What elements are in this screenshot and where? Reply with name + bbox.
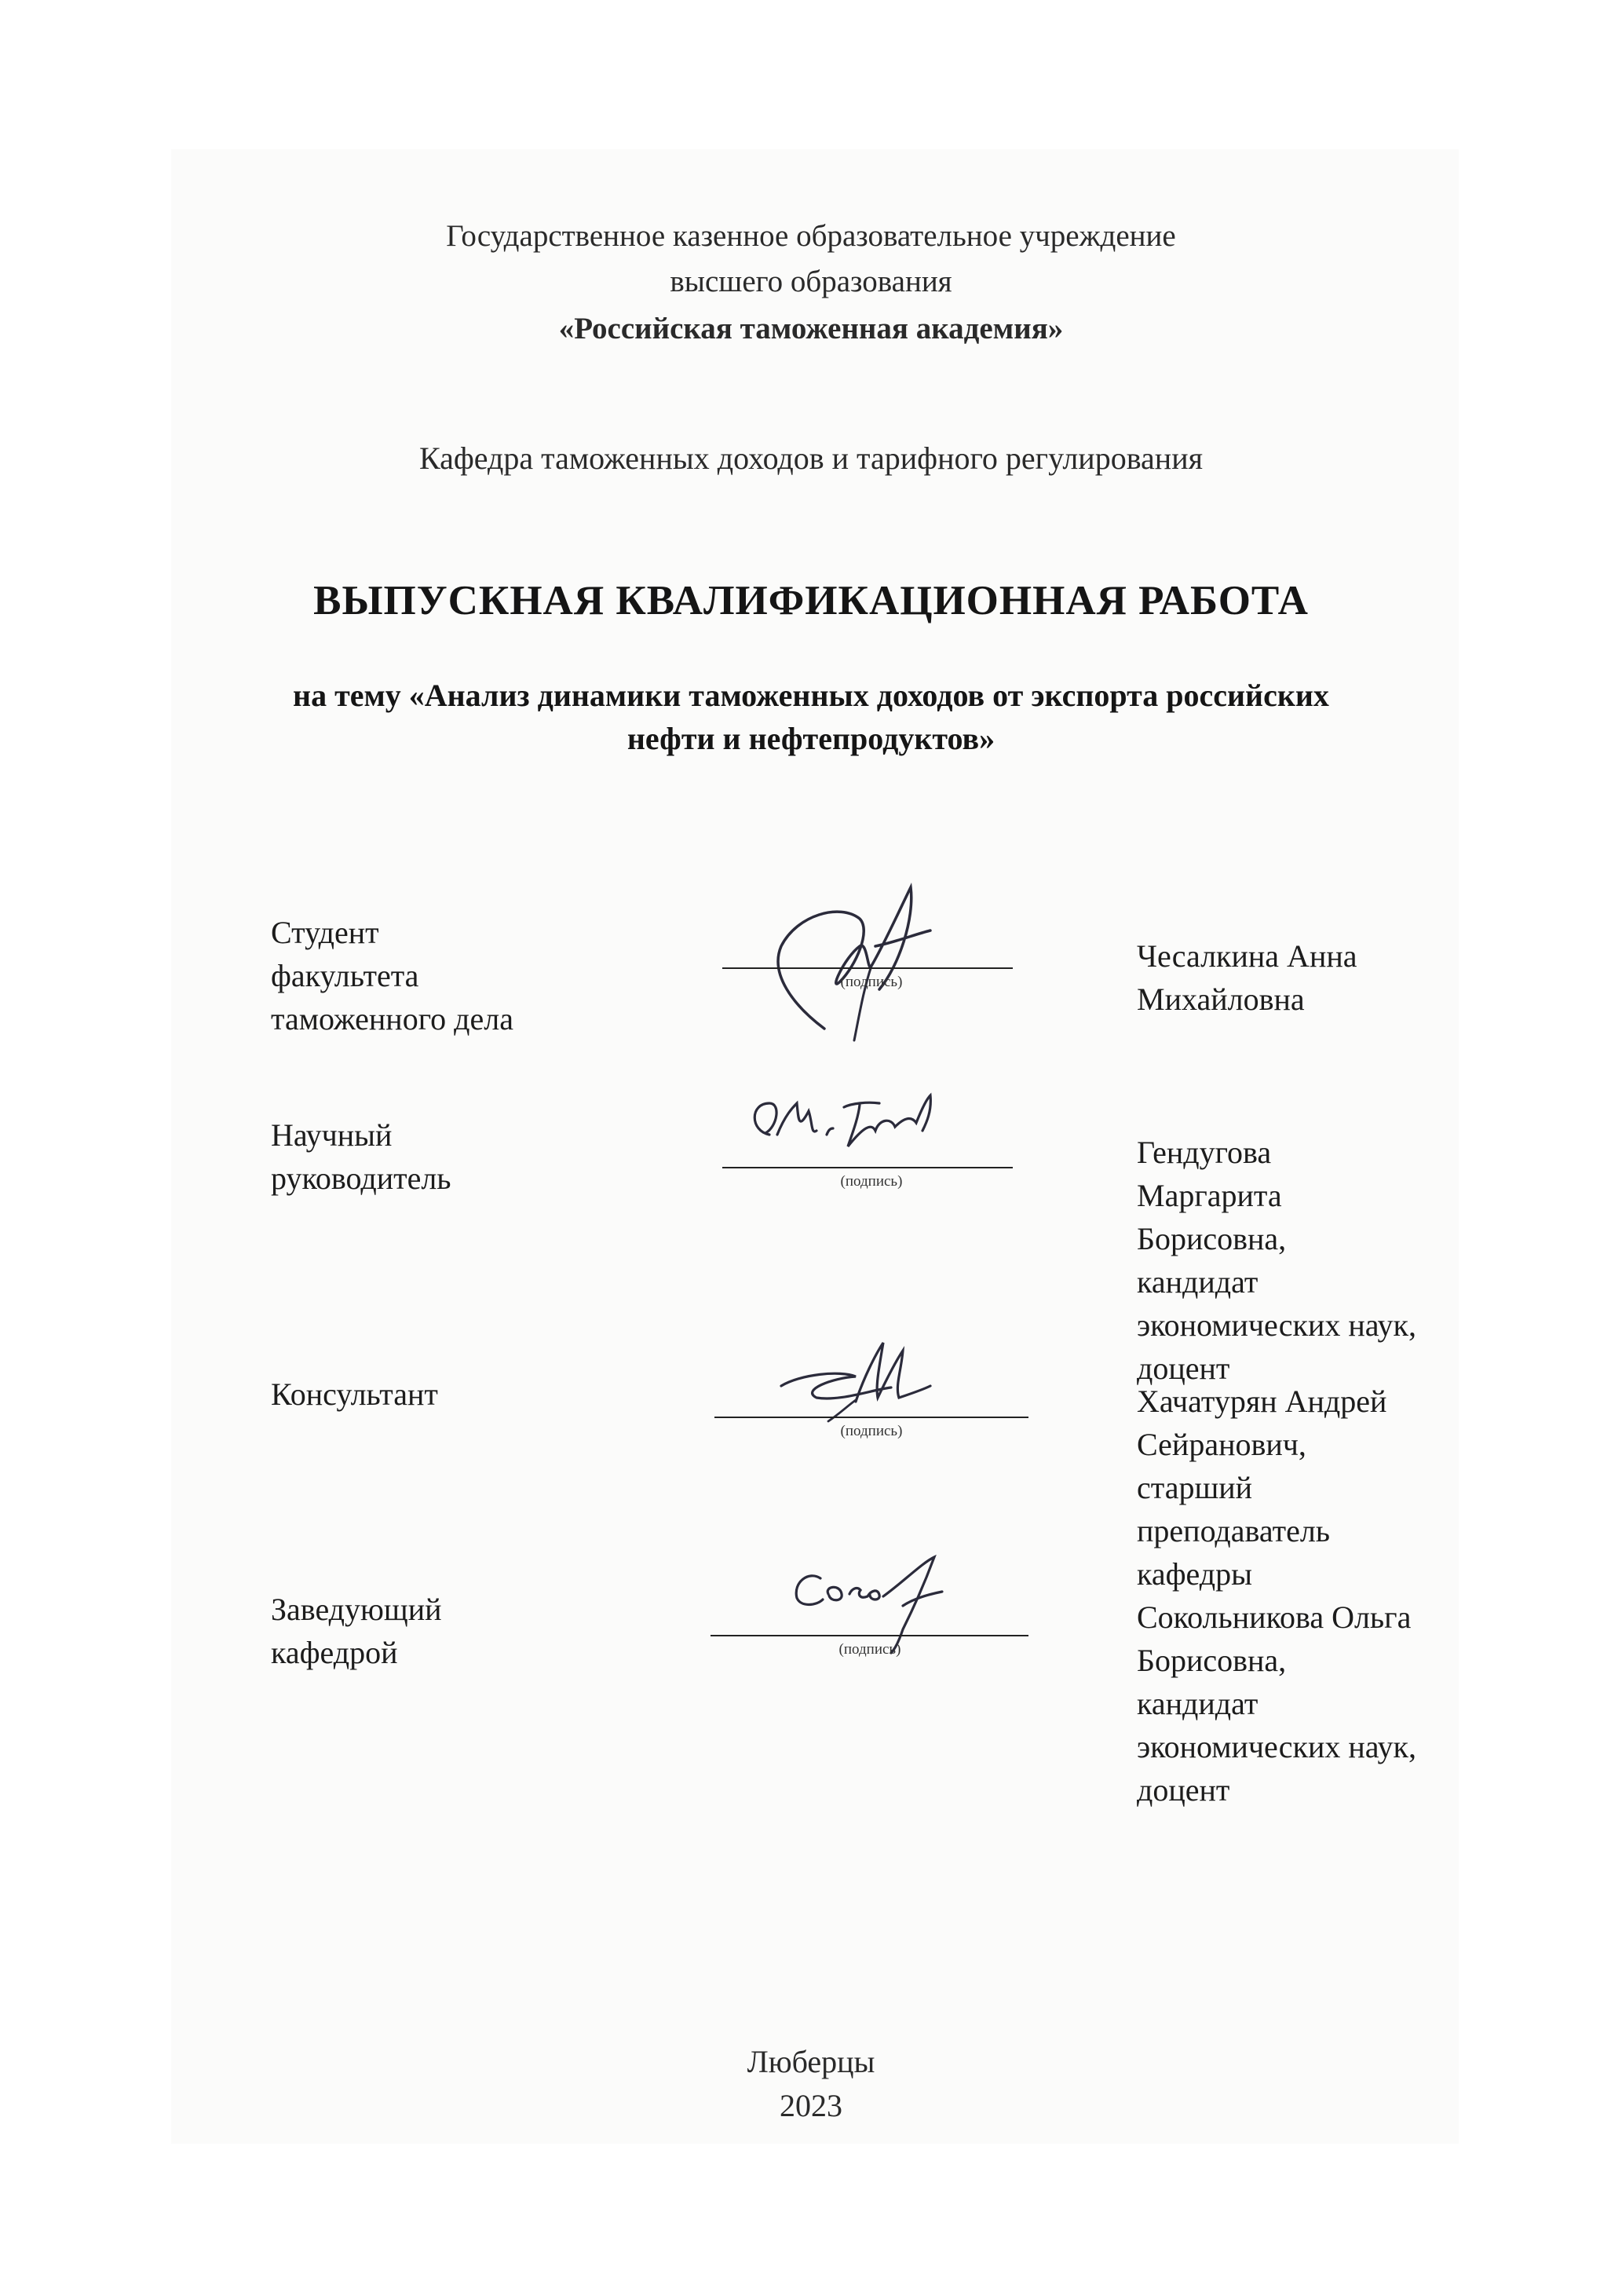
person-line: Чесалкина Анна xyxy=(1137,938,1357,974)
person-line: Борисовна, xyxy=(1137,1221,1287,1256)
role-supervisor xyxy=(271,1113,451,1200)
person-line: преподаватель xyxy=(1137,1513,1331,1548)
person-line: старший xyxy=(1137,1470,1253,1505)
head-name xyxy=(1137,1596,1416,1812)
signature-line xyxy=(714,1417,1028,1418)
role-line: кафедрой xyxy=(271,1635,398,1670)
person-line: Сокольникова Ольга xyxy=(1137,1600,1412,1635)
role-line: Научный xyxy=(271,1117,393,1153)
signature-caption: (подпись) xyxy=(838,1641,901,1658)
role-line: Консультант xyxy=(271,1377,438,1412)
document-title: ВЫПУСКНАЯ КВАЛИФИКАЦИОННАЯ РАБОТА xyxy=(313,578,1309,623)
consultant-name xyxy=(1137,1380,1386,1596)
person-line: кафедры xyxy=(1137,1556,1252,1592)
institution-name: «Российская таможенная академия» xyxy=(558,312,1064,345)
institution-type: Государственное казенное образовательное учреждение xyxy=(446,219,1176,253)
person-line: кандидат xyxy=(1137,1264,1259,1300)
person-line: экономических наук, xyxy=(1137,1307,1416,1343)
signature-caption: (подпись) xyxy=(840,1173,903,1190)
role-line: руководитель xyxy=(271,1161,451,1196)
role-line: Заведующий xyxy=(271,1592,442,1627)
department-name: Кафедра таможенных доходов и тарифного регулирования xyxy=(418,441,1204,476)
role-consultant xyxy=(271,1373,438,1416)
supervisor-signature xyxy=(734,1088,970,1174)
person-line: Хачатурян Андрей xyxy=(1137,1384,1387,1419)
person-line: Маргарита xyxy=(1137,1178,1282,1213)
role-line: факультета xyxy=(271,958,419,993)
student-name xyxy=(1137,934,1357,1021)
city: Люберцы xyxy=(747,2044,875,2079)
person-line: доцент xyxy=(1137,1772,1230,1808)
person-line: кандидат xyxy=(1137,1686,1259,1721)
person-line: Борисовна, xyxy=(1137,1643,1287,1678)
role-head-of-department xyxy=(271,1588,442,1674)
supervisor-name xyxy=(1137,1131,1416,1390)
year: 2023 xyxy=(780,2088,842,2123)
person-line: Сейранович, xyxy=(1137,1427,1306,1462)
role-line: Студент xyxy=(271,915,379,950)
role-student xyxy=(271,911,513,1040)
signature-line xyxy=(711,1635,1028,1636)
signature-caption: (подпись) xyxy=(840,974,903,990)
signature-line xyxy=(722,967,1013,969)
person-line: доцент xyxy=(1137,1351,1230,1386)
institution-level: высшего образования xyxy=(670,265,952,298)
student-signature xyxy=(722,872,981,1052)
person-line: экономических наук, xyxy=(1137,1729,1416,1764)
signature-line xyxy=(722,1167,1013,1168)
role-line: таможенного дела xyxy=(271,1001,513,1036)
topic-line-2: нефти и нефтепродуктов» xyxy=(627,721,995,756)
person-line: Гендугова xyxy=(1137,1135,1272,1170)
signature-caption: (подпись) xyxy=(840,1423,903,1439)
topic-line-1: на тему «Анализ динамики таможенных доходов от экспорта российских xyxy=(293,678,1329,713)
person-line: Михайловна xyxy=(1137,982,1305,1017)
